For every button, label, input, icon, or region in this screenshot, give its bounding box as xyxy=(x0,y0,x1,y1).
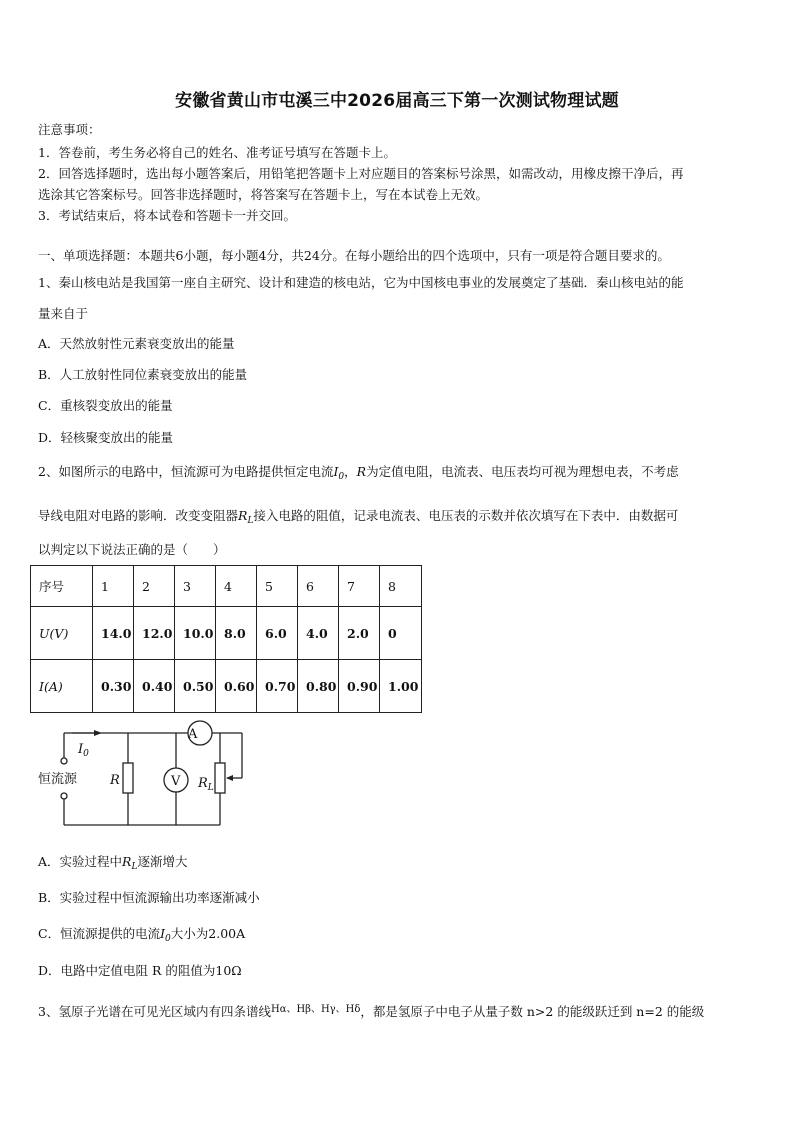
current-source-label: 恒流源 xyxy=(38,772,78,787)
rheostat-rl xyxy=(215,763,225,793)
table-cell: 12.0 xyxy=(134,607,175,660)
notice-item-2: 2．回答选择题时，选出每小题答案后，用铅笔把答题卡上对应题目的答案标号涂黑，如需改动，用橡皮擦干净后，再 xyxy=(38,166,684,181)
table-cell: 1.00 xyxy=(380,660,422,713)
q2-option-c-text-end: 大小为2.00A xyxy=(170,926,246,941)
spectral-lines: Hα、Hβ、Hγ、Hδ xyxy=(270,1004,361,1015)
q2-option-c xyxy=(38,924,245,944)
q1-option-d: D．轻核聚变放出的能量 xyxy=(38,430,174,445)
table-cell: 0.80 xyxy=(298,660,339,713)
symbol-rl: $R_L$ xyxy=(238,508,254,526)
symbol-i0: $I_0$ xyxy=(333,464,345,482)
data-table xyxy=(30,565,422,713)
q2-option-a-text-end: 逐渐增大 xyxy=(137,854,188,869)
q3-stem-text-a: 3、氢原子光谱在可见光区域内有四条谱线 xyxy=(38,1004,271,1019)
source-terminal-bottom xyxy=(61,793,67,799)
table-cell: 14.0 xyxy=(93,607,134,660)
table-row-voltage xyxy=(31,607,422,660)
q2-option-d: D．电路中定值电阻 R 的阻值为10Ω xyxy=(38,963,242,978)
notice-item-2-cont: 选涂其它答案标号。回答非选择题时，将答案写在答题卡上，写在本试卷上无效。 xyxy=(38,187,489,202)
table-cell: 0 xyxy=(380,607,422,660)
table-cell: 2.0 xyxy=(339,607,380,660)
table-cell: 1 xyxy=(93,566,134,607)
q1-option-c: C．重核裂变放出的能量 xyxy=(38,398,173,413)
table-cell: 0.50 xyxy=(175,660,216,713)
slider-arrow-icon xyxy=(226,775,233,781)
notice-heading: 注意事项： xyxy=(38,122,101,137)
ammeter-label: A xyxy=(188,727,198,742)
q3-stem-text-b: ，都是氢原子中电子从量子数 n>2 的能级跃迁到 n=2 的能级 xyxy=(360,1004,705,1019)
symbol-r: R xyxy=(356,464,367,479)
table-cell: 4 xyxy=(216,566,257,607)
q1-stem-line2: 量来自于 xyxy=(38,306,89,321)
table-cell: 2 xyxy=(134,566,175,607)
q2-option-c-text: C．恒流源提供的电流 xyxy=(38,926,161,941)
notice-item-1: 1．答卷前，考生务必将自己的姓名、准考证号填写在答题卡上。 xyxy=(38,145,396,160)
symbol-i0: $I_0$ xyxy=(160,926,171,944)
table-cell: 10.0 xyxy=(175,607,216,660)
symbol-rl: $R_L$ xyxy=(122,854,138,872)
table-cell: 6 xyxy=(298,566,339,607)
q2-option-b: B．实验过程中恒流源输出功率逐渐减小 xyxy=(38,890,260,905)
q2-stem-text-a: 2、如图所示的电路中，恒流源可为电路提供恒定电流 xyxy=(38,464,334,479)
voltmeter-label: V xyxy=(171,774,181,789)
table-voltage-label: U(V) xyxy=(31,607,93,660)
q2-stem-line2 xyxy=(38,506,678,526)
q1-option-a: A．天然放射性元素衰变放出的能量 xyxy=(38,336,235,351)
table-cell: 0.90 xyxy=(339,660,380,713)
table-cell: 6.0 xyxy=(257,607,298,660)
page-title: 安徽省黄山市屯溪三中2026届高三下第一次测试物理试题 xyxy=(175,91,619,111)
arrow-head-icon xyxy=(94,730,102,736)
q2-stem-text-e: 接入电路的阻值，记录电流表、电压表的示数并依次填写在下表中．由数据可 xyxy=(253,508,679,523)
table-cell: 5 xyxy=(257,566,298,607)
q2-stem-text-d: 导线电阻对电路的影响．改变变阻器 xyxy=(38,508,239,523)
table-cell: 8.0 xyxy=(216,607,257,660)
notice-item-3: 3．考试结束后，将本试卷和答题卡一并交回。 xyxy=(38,208,296,223)
table-row-current xyxy=(31,660,422,713)
table-cell: 0.70 xyxy=(257,660,298,713)
circuit-diagram xyxy=(30,718,270,833)
q2-stem-line3: 以判定以下说法正确的是（ ） xyxy=(38,542,226,557)
q1-option-b: B．人工放射性同位素衰变放出的能量 xyxy=(38,367,248,382)
q3-stem-line1 xyxy=(38,1000,704,1020)
q2-option-a-text: A．实验过程中 xyxy=(38,854,123,869)
q1-stem-line1: 1、秦山核电站是我国第一座自主研究、设计和建造的核电站，它为中国核电事业的发展奠定了基础．秦山核电站的能 xyxy=(38,275,684,290)
rheostat-label: $R_L$ xyxy=(198,776,214,793)
table-cell: 0.30 xyxy=(93,660,134,713)
table-cell: 8 xyxy=(380,566,422,607)
current-i0-label: $I_0$ xyxy=(78,742,89,759)
source-terminal-top xyxy=(61,758,67,764)
table-header-label: 序号 xyxy=(31,566,93,607)
table-row-index xyxy=(31,566,422,607)
table-current-label: I(A) xyxy=(31,660,93,713)
table-cell: 0.40 xyxy=(134,660,175,713)
resistor-r-label: R xyxy=(110,773,120,788)
resistor-r xyxy=(123,763,133,793)
table-cell: 7 xyxy=(339,566,380,607)
q2-stem-line1 xyxy=(38,462,679,482)
table-cell: 3 xyxy=(175,566,216,607)
q2-stem-text-b: ， xyxy=(344,464,357,479)
table-cell: 0.60 xyxy=(216,660,257,713)
section-heading: 一、单项选择题：本题共6小题，每小题4分，共24分。在每小题给出的四个选项中，只有一项是符合题目要求的。 xyxy=(38,248,670,263)
table-cell: 4.0 xyxy=(298,607,339,660)
q2-stem-text-c: 为定值电阻，电流表、电压表均可视为理想电表，不考虑 xyxy=(366,464,679,479)
q2-option-a xyxy=(38,852,187,872)
